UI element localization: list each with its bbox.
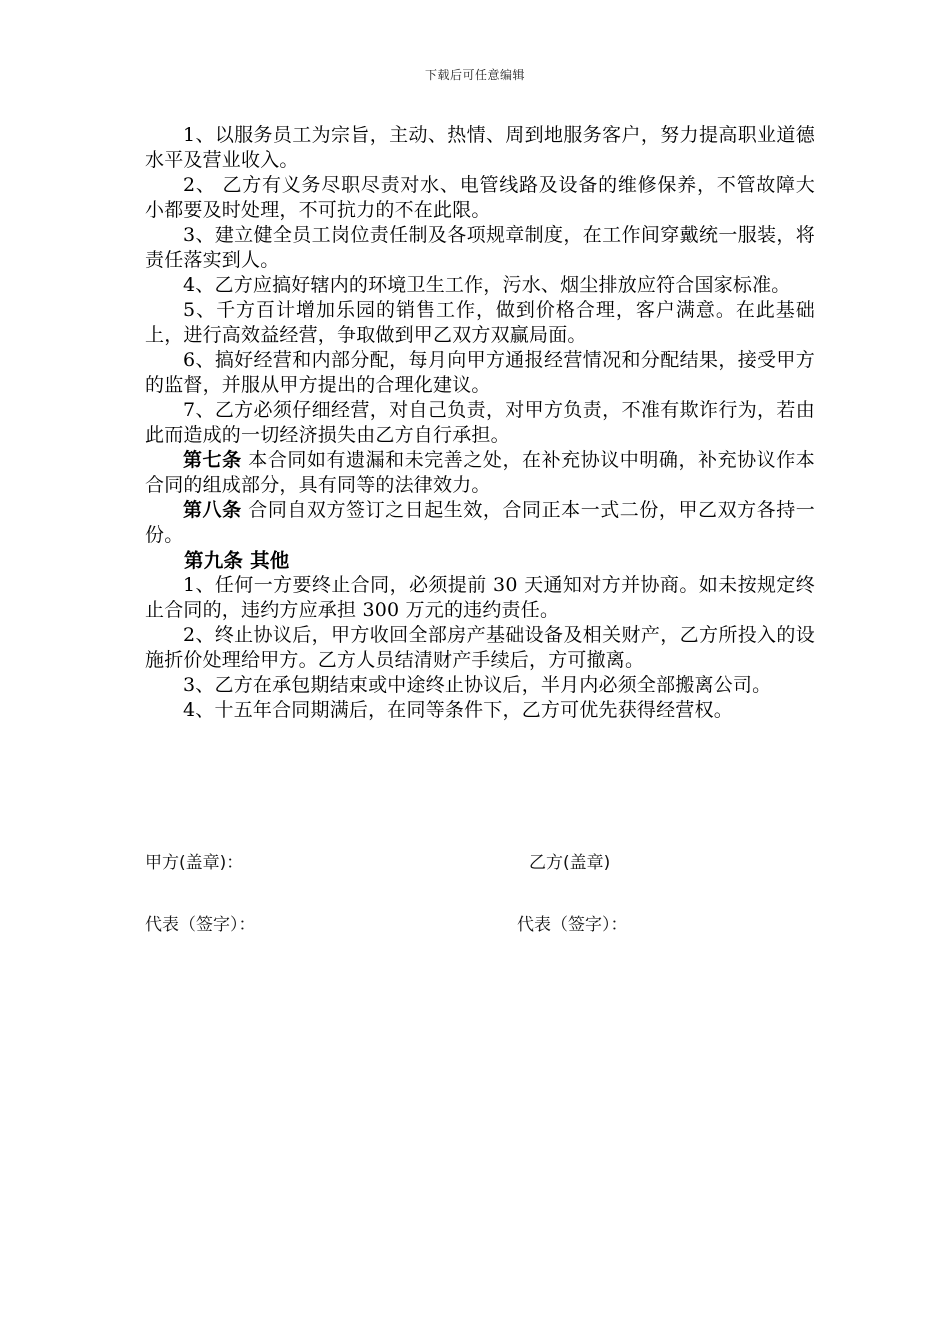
contract-body xyxy=(145,123,815,723)
article-text: 本合同如有遗漏和未完善之处，在补充协议中明确，补充协议作本合同的组成部分，具有同等的法律效力。 xyxy=(145,449,815,496)
article-nine-title: 第九条 其他 xyxy=(184,549,290,572)
clause-text: 4、乙方应搞好辖内的环境卫生工作，污水、烟尘排放应符合国家标准。 xyxy=(183,274,791,296)
clause-text: 3、建立健全员工岗位责任制及各项规章制度，在工作间穿戴统一服装，将责任落实到人。 xyxy=(145,224,815,271)
clause-paragraph xyxy=(145,223,815,273)
article-text: 合同自双方签订之日起生效，合同正本一式二份，甲乙双方各持一份。 xyxy=(145,499,815,546)
party-a-seal-label: 甲方(盖章)： xyxy=(145,853,244,873)
clause-paragraph xyxy=(145,173,815,223)
clause-paragraph xyxy=(145,298,815,348)
article-heading: 第七条 xyxy=(183,449,242,471)
party-b-seal-label: 乙方(盖章) xyxy=(529,853,611,873)
clause-text: 2、终止协议后，甲方收回全部房产基础设备及相关财产，乙方所投入的设施折价处理给甲方。乙方人员结清财产手续后，方可撤离。 xyxy=(145,624,815,671)
clause-paragraph xyxy=(145,623,815,673)
clause-paragraph xyxy=(145,398,815,448)
clause-text: 6、搞好经营和内部分配，每月向甲方通报经营情况和分配结果，接受甲方的监督，并服从甲方提出的合理化建议。 xyxy=(145,349,815,396)
article-seven xyxy=(145,448,815,498)
clause-text: 1、任何一方要终止合同，必须提前 30 天通知对方并协商。如未按规定终止合同的，违约方应承担 300 万元的违约责任。 xyxy=(145,574,815,621)
clause-paragraph xyxy=(145,673,815,698)
clause-paragraph xyxy=(145,348,815,398)
clause-paragraph xyxy=(145,273,815,298)
clause-text: 7、乙方必须仔细经营，对自己负责，对甲方负责，不准有欺诈行为，若由此而造成的一切经济损失由乙方自行承担。 xyxy=(145,399,815,446)
clause-paragraph xyxy=(145,698,815,723)
clause-text: 3、乙方在承包期结束或中途终止协议后，半月内必须全部搬离公司。 xyxy=(183,674,772,696)
party-a-rep-label: 代表（签字）： xyxy=(145,915,256,935)
clause-paragraph xyxy=(145,573,815,623)
page-header-note: 下载后可任意编辑 xyxy=(424,68,525,82)
clause-text: 5、千方百计增加乐园的销售工作，做到价格合理，客户满意。在此基础上，进行高效益经营，争取做到甲乙双方双赢局面。 xyxy=(145,299,815,346)
party-b-rep-label: 代表（签字）： xyxy=(517,915,628,935)
article-heading: 第八条 xyxy=(183,499,242,521)
clause-text: 2、 乙方有义务尽职尽责对水、电管线路及设备的维修保养，不管故障大小都要及时处理，不可抗力的不在此限。 xyxy=(145,174,815,221)
clause-text: 4、十五年合同期满后，在同等条件下，乙方可优先获得经营权。 xyxy=(183,699,733,721)
clause-text: 1、以服务员工为宗旨，主动、热情、周到地服务客户，努力提高职业道德水平及营业收入。 xyxy=(145,124,815,171)
clause-paragraph xyxy=(145,123,815,173)
article-eight xyxy=(145,498,815,548)
